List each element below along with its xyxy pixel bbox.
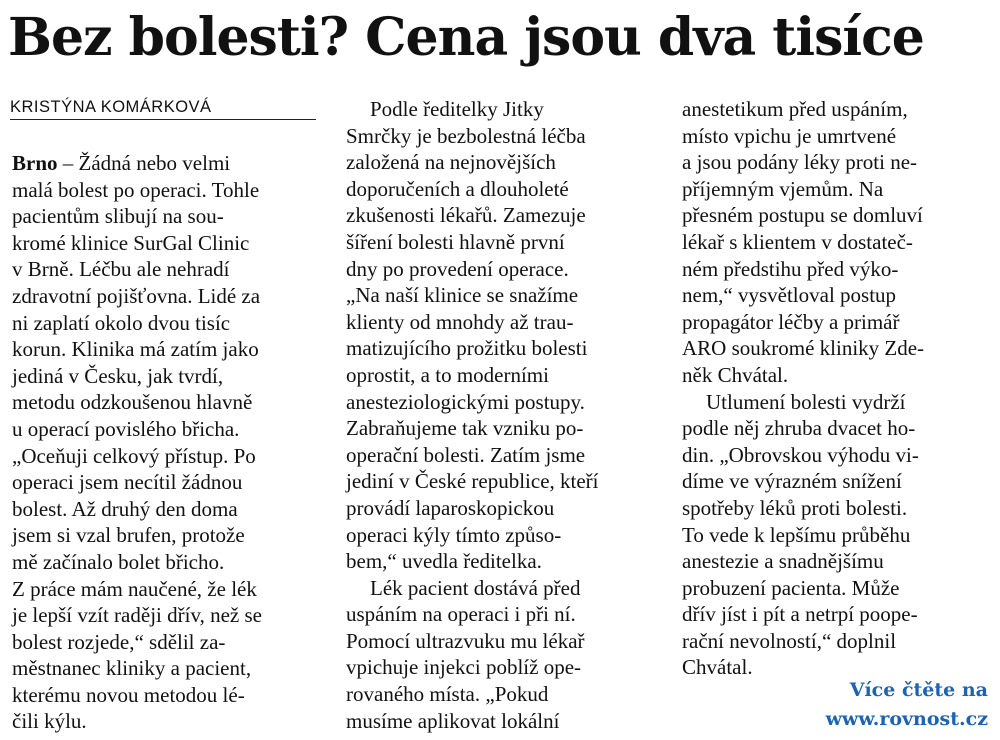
text-line: vpichuje injekci poblíž ope- (346, 655, 582, 680)
text-line: musíme aplikovat lokální (346, 708, 560, 733)
column-3-paragraph-1 (682, 96, 992, 389)
text-line: přesném postupu se domluví (682, 203, 923, 228)
text-line: probuzení pacienta. Může (682, 575, 900, 600)
text-line: městnanec kliniky a pacient, (12, 656, 252, 681)
column-2-paragraph-2 (346, 575, 658, 735)
text-line: matizujícího prožitku bolesti (346, 336, 588, 361)
text-line: operační bolesti. Zatím jsme (346, 442, 586, 467)
text-line: mě začínalo bolet břicho. (12, 549, 225, 574)
text-line: Utlumení bolesti vydrží (706, 389, 906, 414)
text-line: jsem si vzal brufen, protože (12, 523, 245, 548)
lead-line (12, 150, 318, 177)
text-line: rovaného místa. „Pokud (346, 682, 549, 707)
text-line: propagátor léčby a primář (682, 309, 900, 334)
text-line: lékař s klientem v dostateč- (682, 229, 913, 254)
text-line: u operací povislého břicha. (12, 416, 240, 441)
text-line: provádí laparoskopickou (346, 495, 555, 520)
text-line: dny po provedení operace. (346, 256, 569, 281)
read-more[interactable] (826, 676, 988, 734)
text-line: založená na nejnovějších (346, 150, 556, 175)
column-1 (12, 150, 318, 735)
text-line: „Na naší klinice se snažíme (346, 283, 579, 308)
text-line: operaci jsem necítil žádnou (12, 470, 243, 495)
text-line: metodu odzkoušenou hlavně (12, 390, 253, 415)
text-line: spotřeby léků proti bolesti. (682, 495, 908, 520)
text-line: anesteziologickými postupy. (346, 389, 585, 414)
text-line: bolest. Až druhý den doma (12, 496, 238, 521)
text-line: uspáním na operaci i při ní. (346, 602, 576, 627)
text-line: ném předstihu před výko- (682, 256, 899, 281)
text-line: malá bolest po operaci. Tohle (12, 177, 260, 202)
text-line: kromé klinice SurGal Clinic (12, 230, 250, 255)
text-line: zdravotní pojišťovna. Lidé za (12, 283, 261, 308)
column-2 (346, 96, 658, 734)
text-line: dřív jíst i pít a netrpí poope- (682, 602, 918, 627)
text-line: Chvátal. (682, 655, 753, 680)
text-line: pacientům slibují na sou- (12, 204, 224, 229)
text-line: „Oceňuji celkový přístup. Po (12, 443, 256, 468)
text-line: Pomocí ultrazvuku mu lékař (346, 628, 585, 653)
byline: KRISTÝNA KOMÁRKOVÁ (10, 97, 316, 120)
column-2-paragraph-1 (346, 96, 658, 575)
headline: Bez bolesti? Cena jsou dva tisíce (8, 7, 924, 68)
text-line: operaci kýly tímto způso- (346, 522, 562, 547)
text-line: kterému novou metodou lé- (12, 682, 245, 707)
read-more-label: Více čtěte na (849, 679, 988, 701)
text-line: Smrčky je bezbolestná léčba (346, 123, 586, 148)
text-line: něk Chvátal. (682, 362, 789, 387)
lead-text: – Žádná nebo velmi (57, 151, 231, 175)
text-line: čili kýlu. (12, 709, 87, 734)
text-line: a jsou podány léky proti ne- (682, 150, 918, 175)
text-line: příjemným vjemům. Na (682, 176, 884, 201)
text-line: Zabraňujeme tak vzniku po- (346, 416, 584, 441)
text-line: korun. Klinika má zatím jako (12, 337, 259, 362)
text-line: Lék pacient dostává před (370, 575, 581, 600)
text-line: zkušenosti lékařů. Zamezuje (346, 203, 586, 228)
text-line: nem,“ vysvětloval postup (682, 283, 897, 308)
text-line: ARO soukromé kliniky Zde- (682, 336, 925, 361)
text-line: bolest rozjede,“ sdělil za- (12, 629, 226, 654)
text-line: klienty od mnohdy až trau- (346, 309, 574, 334)
text-line: anestetikum před uspáním, (682, 97, 908, 121)
text-line: v Brně. Léčbu ale nehradí (12, 257, 230, 282)
text-line: ni zaplatí okolo dvou tisíc (12, 310, 231, 335)
column-3-paragraph-2 (682, 389, 992, 682)
text-line: rační nevolností,“ doplnil (682, 628, 897, 653)
text-line: din. „Obrovskou výhodu vi- (682, 442, 919, 467)
read-more-link[interactable]: www.rovnost.cz (825, 708, 988, 730)
text-line: podle něj zhruba dvacet ho- (682, 416, 916, 441)
text-line: jediná v Česku, jak tvrdí, (12, 363, 224, 388)
text-line: doporučeních a dlouholeté (346, 176, 569, 201)
text-line: díme ve výrazném snížení (682, 469, 902, 494)
text-line: Podle ředitelky Jitky (370, 97, 544, 121)
text-line: je lepší vzít raději dřív, než se (12, 603, 262, 628)
dateline-city: Brno (12, 151, 58, 175)
text-line: jediní v České republice, kteří (346, 469, 599, 494)
column-3 (682, 96, 992, 681)
text-line: Z práce mám naučené, že lék (12, 576, 257, 601)
text-line: šíření bolesti hlavně první (346, 229, 565, 254)
text-line: bem,“ uvedla ředitelka. (346, 549, 542, 574)
text-line: To vede k lepšímu průběhu (682, 522, 911, 547)
column-1-lines (12, 177, 318, 735)
text-line: anestezie a snadnějšímu (682, 549, 884, 574)
text-line: místo vpichu je umrtvené (682, 123, 897, 148)
text-line: oprostit, a to moderními (346, 362, 549, 387)
